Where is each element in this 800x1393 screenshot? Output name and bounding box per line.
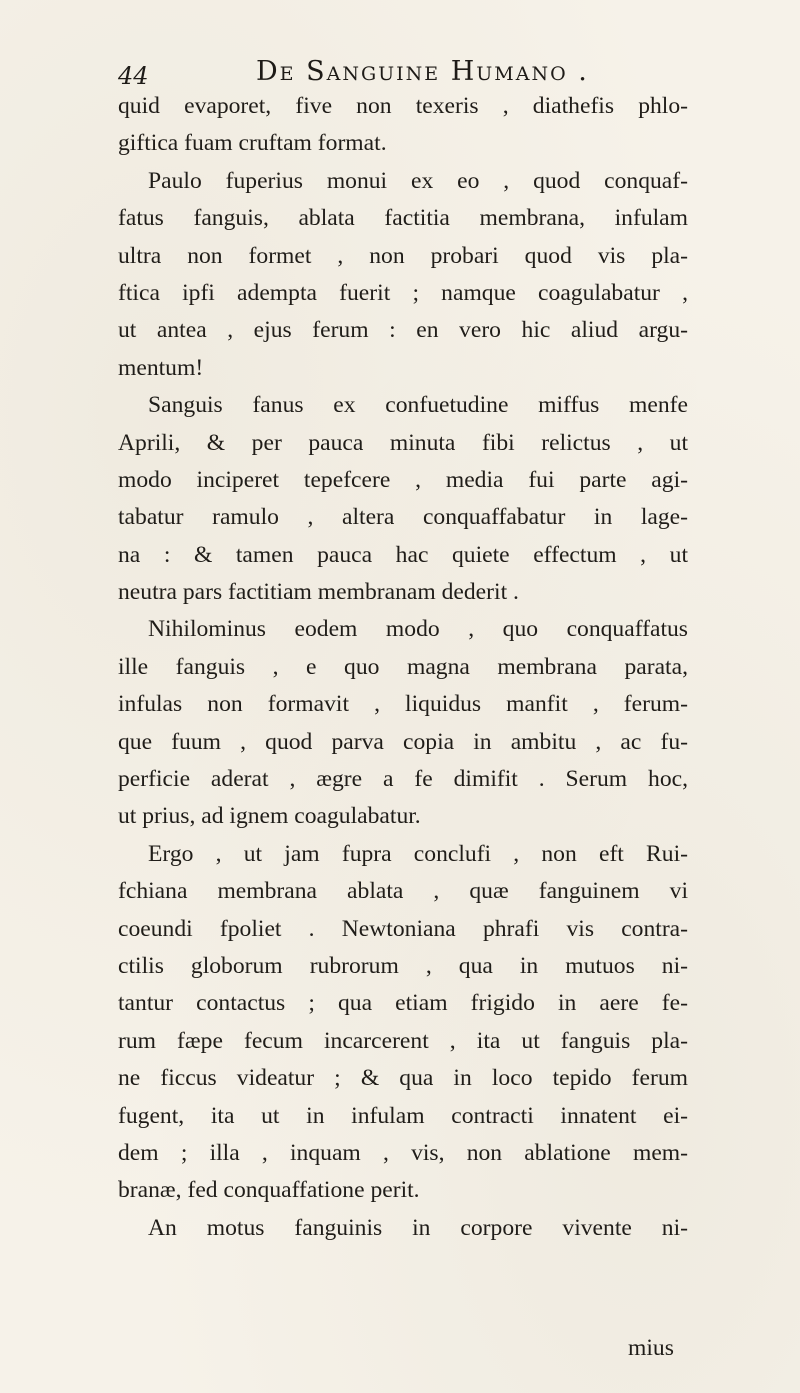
text-line: mentum! <box>118 354 204 381</box>
text-line: Nihilominus eodem modo , quo conquaffatus <box>148 616 688 643</box>
text-line: An motus fanguinis in corpore vivente ni- <box>148 1214 688 1241</box>
text-line: infulas non formavit , liquidus manfit , ferum- <box>118 691 688 718</box>
text-line: fatus fanguis, ablata factitia membrana, infulam <box>118 205 688 232</box>
text-line: ut antea , ejus ferum : en vero hic aliud argu- <box>118 317 688 344</box>
text-line: fugent, ita ut in infulam contracti innatent ei- <box>118 1102 688 1129</box>
text-line: tabatur ramulo , altera conquaffabatur in lage- <box>118 504 688 531</box>
text-line: ultra non formet , non probari quod vis pla- <box>118 242 688 269</box>
catchword: mius <box>628 1335 674 1361</box>
text-line: na : & tamen pauca hac quiete effectum , ut <box>118 541 688 568</box>
text-line: branæ, fed conquaffatione perit. <box>118 1177 420 1204</box>
text-line: ne ficcus videatur ; & qua in loco tepido ferum <box>118 1065 688 1092</box>
text-line: que fuum , quod parva copia in ambitu , ac fu- <box>118 728 688 755</box>
text-line: Sanguis fanus ex confuetudine miffus menfe <box>148 392 688 419</box>
text-line: Paulo fuperius monui ex eo , quod conquaf- <box>148 167 688 194</box>
text-line: ille fanguis , e quo magna membrana parata, <box>118 653 688 680</box>
text-line: Ergo , ut jam fupra conclufi , non eft Rui- <box>148 840 688 867</box>
text-line: giftica fuam cruftam format. <box>118 130 387 157</box>
text-line: modo inciperet tepefcere , media fui parte agi- <box>118 466 688 493</box>
text-line: perficie aderat , ægre a fe dimifit . Serum hoc, <box>118 766 688 793</box>
text-line: ut prius, ad ignem coagulabatur. <box>118 803 421 830</box>
text-line: ftica ipfi adempta fuerit ; namque coagulabatur , <box>118 279 688 306</box>
text-line: tantur contactus ; qua etiam frigido in aere fe- <box>118 990 688 1017</box>
body-text <box>118 88 688 1247</box>
text-line: Aprili, & per pauca minuta fibi relictus , ut <box>118 429 688 456</box>
text-line: quid evaporet, five non texeris , diathefis phlo- <box>118 93 688 119</box>
page-number: 44 <box>118 62 149 90</box>
running-title: De Sanguine Humano . <box>256 56 589 87</box>
text-line: dem ; illa , inquam , vis, non ablatione mem- <box>118 1139 688 1166</box>
text-line: coeundi fpoliet . Newtoniana phrafi vis contra- <box>118 915 688 942</box>
text-line: ctilis globorum rubrorum , qua in mutuos ni- <box>118 952 688 979</box>
text-line: neutra pars factitiam membranam dederit . <box>118 579 519 606</box>
text-line: rum fæpe fecum incarcerent , ita ut fanguis pla- <box>118 1027 688 1054</box>
text-line: fchiana membrana ablata , quæ fanguinem vi <box>118 878 688 905</box>
